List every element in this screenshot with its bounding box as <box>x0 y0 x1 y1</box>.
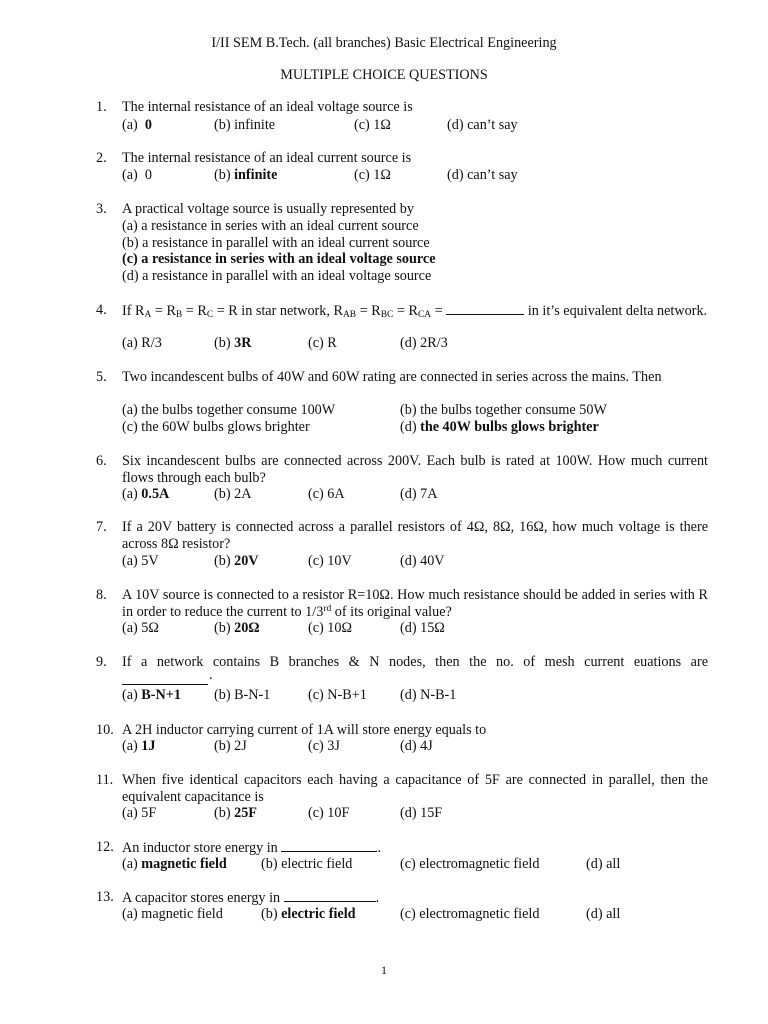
option-c: (c) electromagnetic field <box>400 856 540 872</box>
option-b: (b) 20V <box>214 553 259 569</box>
question-number: 10. <box>96 722 114 738</box>
options-row <box>122 738 708 755</box>
answer: 1J <box>141 738 156 754</box>
option-d: (d) can’t say <box>447 117 518 133</box>
option-d: (d) 15F <box>400 805 443 821</box>
answer: B-N+1 <box>141 687 181 703</box>
question-number: 6. <box>96 453 107 469</box>
option-a: (a) 0.5A <box>122 486 170 502</box>
question-number: 11. <box>96 772 114 788</box>
answer-blank-row <box>122 667 708 684</box>
options-row <box>122 117 708 134</box>
page-title: MULTIPLE CHOICE QUESTIONS <box>280 67 488 83</box>
options-row <box>122 856 708 873</box>
answer-blank <box>284 889 376 902</box>
answer: 20V <box>234 553 259 569</box>
option-d: (d) 7A <box>400 486 438 502</box>
option-b: (b) 20Ω <box>214 620 260 636</box>
answer: 3R <box>234 335 252 351</box>
option-a: (a) 0 <box>122 167 152 183</box>
option-b: (b) 3R <box>214 335 252 351</box>
answer-blank <box>446 302 524 315</box>
question-text: A 10V source is connected to a resistor R=10Ω. How much resistance should be added in series with R in order to reduce the current to 1/3rd of its original value? <box>122 587 708 620</box>
options-row <box>122 687 708 704</box>
option-a: (a) magnetic field <box>122 906 223 922</box>
answer: 20Ω <box>234 620 260 636</box>
question-text: The internal resistance of an ideal voltage source is <box>122 99 413 115</box>
question-text: Two incandescent bulbs of 40W and 60W rating are connected in series across the mains. Then <box>122 369 662 385</box>
answer: magnetic field <box>141 856 227 872</box>
question-number: 4. <box>96 302 107 318</box>
option-d: (d) all <box>586 856 621 872</box>
answer: infinite <box>234 167 278 183</box>
option-a: (a) 5V <box>122 553 159 569</box>
option-c: (c) 1Ω <box>354 167 391 183</box>
question-number: 7. <box>96 519 107 535</box>
option-b: (b) infinite <box>214 167 278 183</box>
option-a: (a) 0 <box>122 117 152 133</box>
option-d: (d) 15Ω <box>400 620 445 636</box>
option-b: (b) 25F <box>214 805 257 821</box>
option-b: (b) 2J <box>214 738 247 754</box>
option-a: (a) 1J <box>122 738 156 754</box>
answer: 25F <box>234 805 257 821</box>
answer: the 40W bulbs glows brighter <box>420 419 599 435</box>
option-a: (a) the bulbs together consume 100W <box>122 402 336 418</box>
option-d: (d) all <box>586 906 621 922</box>
option-c: (c) 3J <box>308 738 340 754</box>
option-a: (a) 5F <box>122 805 157 821</box>
question-text: If a network contains B branches & N nodes, then the no. of mesh current euations are <box>122 654 708 670</box>
option-a: (a) a resistance in series with an ideal current source <box>122 218 419 234</box>
option-c: (c) 10V <box>308 553 352 569</box>
question-number: 2. <box>96 150 107 166</box>
question-number: 5. <box>96 369 107 385</box>
option-b: (b) electric field <box>261 856 353 872</box>
option-c: (c) the 60W bulbs glows brighter <box>122 419 310 435</box>
option-a: (a) magnetic field <box>122 856 227 872</box>
option-d: (d) a resistance in parallel with an ideal voltage source <box>122 268 432 284</box>
option-a: (a) R/3 <box>122 335 162 351</box>
course-header: I/II SEM B.Tech. (all branches) Basic Electrical Engineering <box>211 35 557 51</box>
question-number: 13. <box>96 889 114 905</box>
option-c: (c) 1Ω <box>354 117 391 133</box>
options-row <box>122 419 708 436</box>
option-b: (b) 2A <box>214 486 252 502</box>
answer: 0.5A <box>141 486 170 502</box>
options-row <box>122 402 708 419</box>
answer: 0 <box>144 117 152 133</box>
option-c: (c) 10F <box>308 805 350 821</box>
option-c: (c) R <box>308 335 337 351</box>
option-a: (a) B-N+1 <box>122 687 181 703</box>
options-row <box>122 486 708 503</box>
question-number: 1. <box>96 99 107 115</box>
options-row <box>122 553 708 570</box>
question-text: A capacitor stores energy in . <box>122 890 380 906</box>
answer-blank <box>281 839 377 852</box>
question-text: A practical voltage source is usually represented by <box>122 201 414 217</box>
question-text: The internal resistance of an ideal current source is <box>122 150 412 166</box>
question-text: When five identical capacitors each having a capacitance of 5F are connected in parallel, then the equivalent capacitance is <box>122 772 708 805</box>
question-number: 8. <box>96 587 107 603</box>
option-b: (b) electric field <box>261 906 356 922</box>
options-row <box>122 335 708 352</box>
option-d: (d) N-B-1 <box>400 687 457 703</box>
option-b: (b) the bulbs together consume 50W <box>400 402 607 418</box>
option-b: (b) infinite <box>214 117 276 133</box>
question-text: If a 20V battery is connected across a parallel resistors of 4Ω, 8Ω, 16Ω, how much voltage is there across 8Ω resistor? <box>122 519 708 552</box>
answer: electric field <box>281 906 356 922</box>
question-text: A 2H inductor carrying current of 1A will store energy equals to <box>122 722 487 738</box>
question-number: 9. <box>96 654 107 670</box>
question-text: Six incandescent bulbs are connected across 200V. Each bulb is rated at 100W. How much current flows through each bulb? <box>122 453 708 486</box>
options-row <box>122 620 708 637</box>
options-row <box>122 906 708 923</box>
options-row <box>122 805 708 822</box>
option-d: (d) 4J <box>400 738 433 754</box>
answer-blank <box>122 670 208 685</box>
option-c-answer: (c) a resistance in series with an ideal voltage source <box>122 251 436 267</box>
question-text: If $R_A = R_B = R_C = R$ in star network, $R_{AB} = R_{BC} = R_{CA}$ = in it’s equivalent delta network. <box>122 303 708 320</box>
question-text: An inductor store energy in . <box>122 840 381 856</box>
question-number: 3. <box>96 201 107 217</box>
option-b: (b) a resistance in parallel with an ideal current source <box>122 235 430 251</box>
option-a: (a) 5Ω <box>122 620 159 636</box>
option-c: (c) electromagnetic field <box>400 906 540 922</box>
page-number: 1 <box>381 963 387 977</box>
option-b: (b) B-N-1 <box>214 687 271 703</box>
option-c: (c) 10Ω <box>308 620 353 636</box>
options-row <box>122 167 708 184</box>
option-d: (d) 40V <box>400 553 445 569</box>
option-c: (c) 6A <box>308 486 345 502</box>
option-d: (d) can’t say <box>447 167 518 183</box>
option-c: (c) N-B+1 <box>308 687 367 703</box>
blank-period: . <box>209 667 213 683</box>
option-d: (d) the 40W bulbs glows brighter <box>400 419 599 435</box>
option-d: (d) 2R/3 <box>400 335 448 351</box>
question-number: 12. <box>96 839 114 855</box>
